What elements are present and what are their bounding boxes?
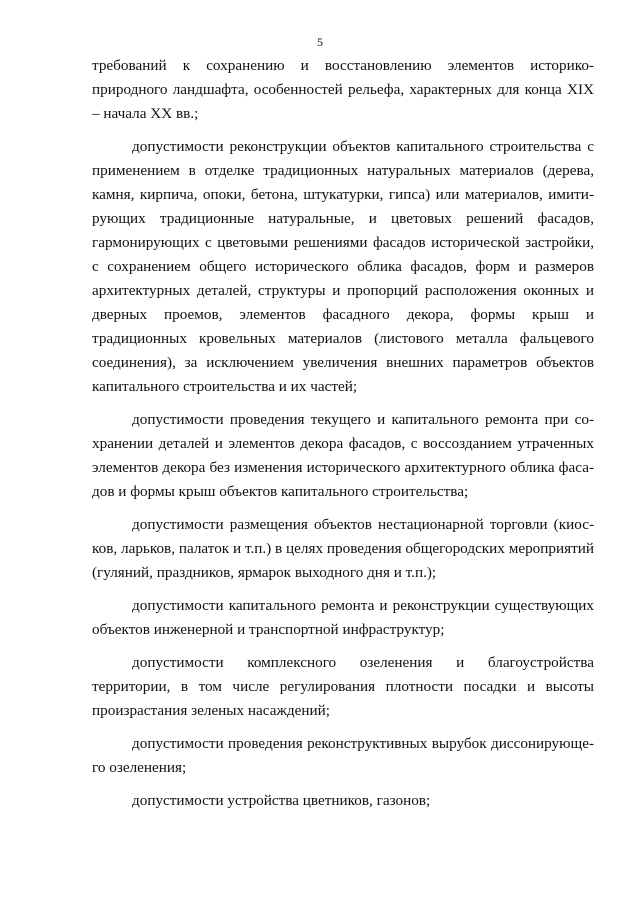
paragraph-continued: требований к сохранению и восстановлению элементов историко-природного ландшафта, особенностей рельефа, характерных для конца XIX – начала XX вв.;	[92, 57, 594, 122]
paragraph: допустимости проведения текущего и капитального ремонта при сохранении деталей и элементов декора фасадов, с воссозданием утраченных элементов декора без изменения исторического архитектурного облика фасадов и формы крыш объектов капитального строительства;	[92, 411, 594, 500]
paragraph: допустимости капитального ремонта и реконструкции существующих объектов инженерной и транспортной инфраструктур;	[92, 597, 594, 638]
paragraph: допустимости размещения объектов нестационарной торговли (киосков, ларьков, палаток и т.п.) в целях проведения общегородских мероприятий (гуляний, праздников, ярмарок выходного дня и т.п.);	[92, 516, 594, 581]
page-number: 5	[317, 35, 323, 49]
document-body	[92, 54, 594, 822]
paragraph: допустимости комплексного озеленения и благоустройства территории, в том числе регулирования плотности посадки и высоты произрастания зеленых насаждений;	[92, 654, 594, 719]
paragraph: допустимости проведения реконструктивных вырубок диссонирующего озеленения;	[92, 735, 594, 776]
paragraph: допустимости реконструкции объектов капитального строительства с применением в отделке традиционных натуральных материалов (дерева, камня, кирпича, опоки, бетона, штукатурки, гипса) или материалов, имитирующих традиционные натуральные, и цветовых решений фасадов, гармонирующих с цветовыми решениями фасадов исторической застройки, с сохранением общего исторического облика фасадов, форм и размеров архитектурных деталей, структуры и пропорций расположения оконных и дверных проемов, элементов фасадного декора, формы крыш и традиционных кровельных материалов (листового металла фальцевого соединения), за исключением увеличения внешних параметров объектов капитального строительства и их частей;	[92, 138, 594, 395]
paragraph: допустимости устройства цветников, газонов;	[132, 792, 431, 809]
